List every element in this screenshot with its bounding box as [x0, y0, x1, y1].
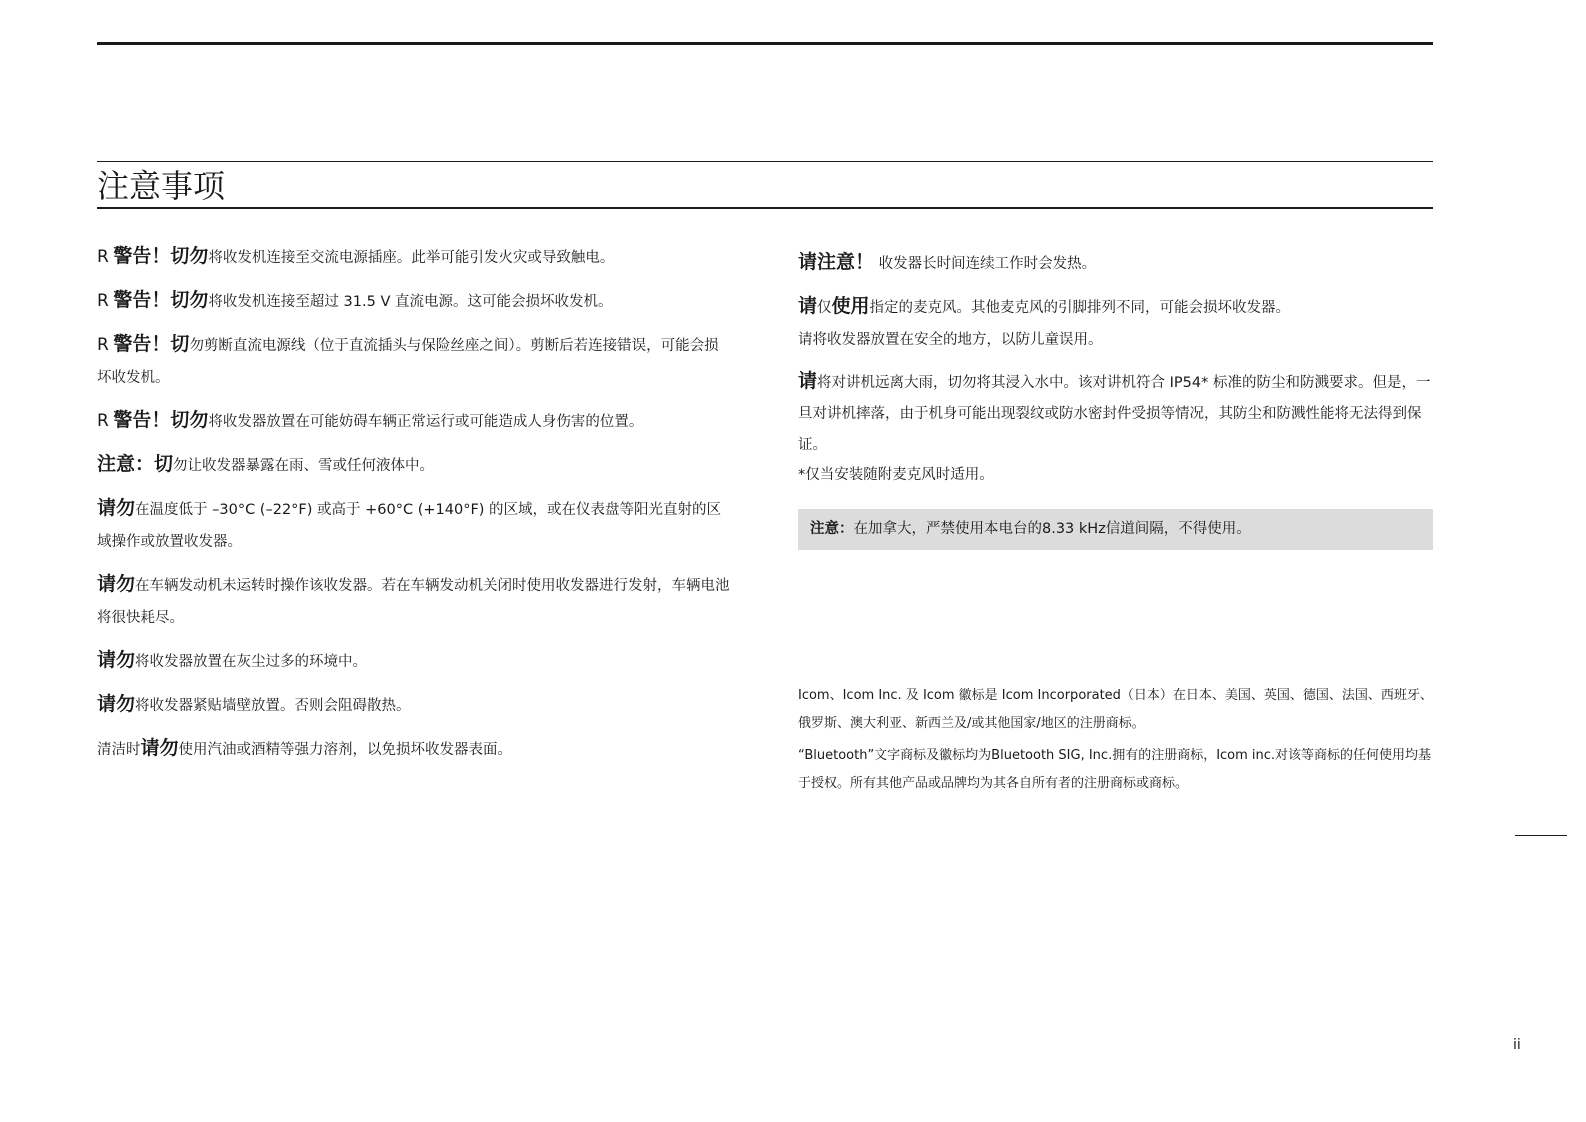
warning-text: 将收发机连接至交流电源插座。此举可能引发火灾或导致触电。 — [208, 250, 615, 266]
trademark-section — [798, 682, 1433, 802]
donot-item-cleaning — [97, 732, 732, 766]
donot-item-wall — [97, 688, 732, 722]
warning-text: 将收发器放置在可能妨碍车辆正常运行或可能造成人身伤害的位置。 — [208, 414, 644, 430]
notice-emphasis: 请 — [798, 295, 818, 317]
warning-item-1 — [97, 240, 732, 274]
warning-mark: R — [97, 247, 109, 267]
donot-text: 将收发器紧贴墙壁放置。否则会阻碍散热。 — [135, 698, 411, 714]
left-column — [97, 240, 732, 776]
cleaning-prefix: 清洁时 — [97, 742, 141, 758]
notice-label: 注意： — [810, 521, 854, 537]
donot-emphasis: 请勿 — [97, 693, 136, 715]
microphone-notice — [798, 290, 1433, 324]
warning-text: 勿剪断直流电源线（位于直流插头与保险丝座之间）。剪断后若连接错误，可能会损坏收发机。 — [97, 338, 719, 386]
donot-text: 使用汽油或酒精等强力溶剂，以免损坏收发器表面。 — [178, 742, 513, 758]
donot-emphasis: 请勿 — [97, 573, 136, 595]
notice-emphasis: 使用 — [831, 295, 870, 317]
water-notice — [798, 366, 1433, 461]
warning-text: 将收发机连接至超过 31.5 V 直流电源。这可能会损坏收发机。 — [208, 294, 613, 310]
warning-emphasis: 警告！切勿 — [113, 289, 209, 311]
donot-emphasis: 请勿 — [140, 737, 179, 759]
side-tab-rule — [1515, 835, 1567, 836]
title-top-rule — [97, 161, 1433, 162]
donot-text: 在车辆发动机未运转时操作该收发器。若在车辆发动机关闭时使用收发器进行发射，车辆电池将很快耗尽。 — [97, 578, 730, 626]
warning-mark: R — [97, 411, 109, 431]
notice-text: 在加拿大，严禁使用本电台的8.33 kHz信道间隔，不得使用。 — [853, 521, 1251, 537]
warning-item-4 — [97, 404, 732, 438]
canada-notice-box — [798, 509, 1433, 550]
warning-mark: R — [97, 291, 109, 311]
caution-text: 勿让收发器暴露在雨、雪或任何液体中。 — [173, 458, 435, 474]
caution-item — [97, 448, 732, 482]
warning-mark: R — [97, 335, 109, 355]
children-notice: 请将收发器放置在安全的地方，以防儿童误用。 — [798, 332, 1103, 348]
donot-item-engine — [97, 568, 732, 634]
right-column — [798, 246, 1433, 499]
title-bottom-rule — [97, 207, 1433, 209]
donot-item-dust — [97, 644, 732, 678]
donot-text: 将收发器放置在灰尘过多的环境中。 — [135, 654, 368, 670]
top-rule — [97, 42, 1433, 45]
donot-item-temperature — [97, 492, 732, 558]
notice-emphasis: 请 — [798, 370, 818, 392]
trademark-bluetooth: “Bluetooth”文字商标及徽标均为Bluetooth SIG, Inc.拥有的注册商标，Icom inc.对该等商标的任何使用均基于授权。所有其他产品或品牌均为其各自所有者的注册商标或商标。 — [798, 748, 1432, 791]
footnote: *仅当安装随附麦克风时适用。 — [798, 467, 994, 483]
warning-emphasis: 警告！切勿 — [113, 245, 209, 267]
warning-emphasis: 警告！切 — [113, 333, 190, 355]
donot-text: 在温度低于 –30°C (–22°F) 或高于 +60°C (+140°F) 的区域，或在仪表盘等阳光直射的区域操作或放置收发器。 — [97, 502, 722, 550]
warning-item-2 — [97, 284, 732, 318]
page-number: ii — [1513, 1037, 1521, 1053]
notice-text: 将对讲机远离大雨，切勿将其浸入水中。该对讲机符合 IP54* 标准的防尘和防溅要求。但是，一旦对讲机摔落，由于机身可能出现裂纹或防水密封件受损等情况，其防尘和防溅性能将无法得到保证。 — [798, 375, 1431, 453]
notice-text: 收发器长时间连续工作时会发热。 — [874, 256, 1097, 272]
donot-emphasis: 请勿 — [97, 649, 136, 671]
warning-emphasis: 警告！切勿 — [113, 409, 209, 431]
trademark-icom: Icom、Icom Inc. 及 Icom 徽标是 Icom Incorporated（日本）在日本、美国、英国、德国、法国、西班牙、俄罗斯、澳大利亚、新西兰及/或其他国家/地区的注册商标。 — [798, 688, 1433, 731]
page-title: 注意事项 — [97, 167, 226, 205]
notice-emphasis: 请注意！ — [798, 251, 875, 273]
warning-item-3 — [97, 328, 732, 394]
notice-text-mid: 仅 — [817, 300, 832, 316]
notice-text: 指定的麦克风。其他麦克风的引脚排列不同，可能会损坏收发器。 — [869, 300, 1291, 316]
donot-emphasis: 请勿 — [97, 497, 136, 519]
caution-emphasis: 注意：切 — [97, 453, 174, 475]
heat-notice — [798, 246, 1433, 280]
